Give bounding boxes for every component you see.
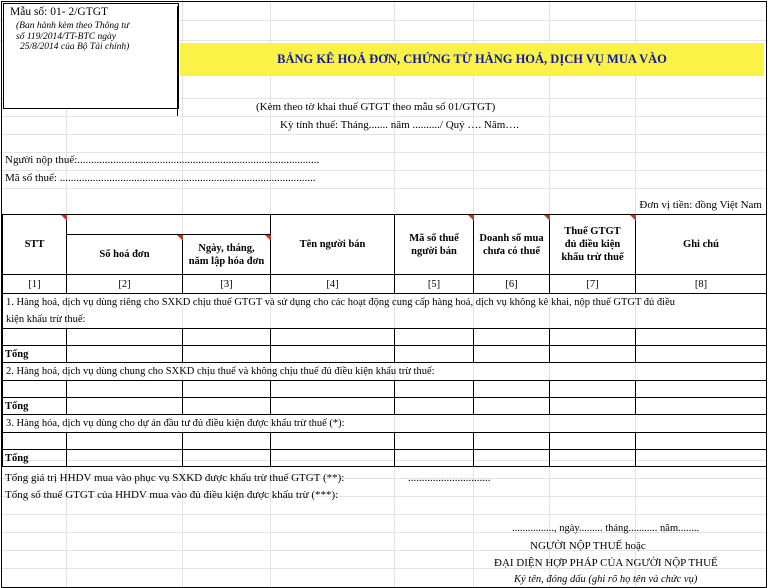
total-label: Tổng [3, 346, 67, 363]
signature-note: Ký tên, đóng dấu (ghi rõ họ tên và chức vụ) [514, 574, 698, 585]
col-number: [7] [550, 275, 636, 294]
total-row [3, 346, 767, 363]
comment-indicator-icon[interactable] [265, 235, 271, 241]
signature-title-representative: ĐẠI DIỆN HỢP PHÁP CỦA NGƯỜI NỘP THUẾ [494, 557, 718, 569]
form-legal-note: (Ban hành kèm theo Thông tư số 119/2014/TT-BTC ngày 25/8/2014 của Bộ Tài chính) [16, 21, 130, 52]
signature-date: ................, ngày......... tháng........... năm........ [512, 523, 700, 534]
header-vat: Thuế GTGT đủ điều kiện khấu trừ thuế [550, 215, 636, 275]
header-seller-name: Tên người bán [271, 215, 395, 275]
currency-unit: Đơn vị tiền: đồng Việt Nam [639, 199, 762, 211]
col-number: [3] [183, 275, 271, 294]
header-invoice-group [67, 215, 271, 235]
tax-period: Kỳ tính thuế: Tháng....... năm ........../ Quý …. Năm…. [280, 119, 520, 131]
header-notes: Ghi chú [636, 215, 767, 275]
table-row [3, 381, 767, 398]
signature-title: NGƯỜI NỘP THUẾ hoặc [530, 540, 646, 552]
comment-indicator-icon[interactable] [630, 215, 636, 221]
header-stt: STT [3, 215, 67, 275]
form-code-box [3, 3, 179, 109]
comment-indicator-icon[interactable] [61, 215, 67, 221]
comment-indicator-icon[interactable] [177, 235, 183, 241]
total-row [3, 450, 767, 467]
header-seller-tax-code: Mã số thuế người bán [395, 215, 474, 275]
header-invoice-date: Ngày, tháng, năm lập hóa đơn [183, 235, 271, 275]
summary-dots: .............................. [408, 472, 491, 484]
section-heading: 2. Hàng hoá, dịch vụ dùng chung cho SXKD chịu thuế và không chịu thuế đủ điều kiện khấu trừ thuế: [3, 363, 767, 381]
header-revenue: Doanh số mua chưa có thuế [474, 215, 550, 275]
invoice-table [2, 214, 767, 467]
total-row [3, 398, 767, 415]
header-invoice-number: Số hoá đơn [67, 235, 183, 275]
table-row [3, 329, 767, 346]
total-label: Tổng [3, 398, 67, 415]
summary-total-vat: Tổng số thuế GTGT của HHDV mua vào đủ điều kiện được khấu trừ (***): [5, 489, 339, 501]
form-code: Mẫu số: 01- 2/GTGT [10, 6, 109, 18]
comment-indicator-icon[interactable] [544, 215, 550, 221]
comment-indicator-icon[interactable] [468, 215, 474, 221]
col-number: [6] [474, 275, 550, 294]
col-number: [1] [3, 275, 67, 294]
col-number: [5] [395, 275, 474, 294]
col-number: [2] [67, 275, 183, 294]
col-number: [8] [636, 275, 767, 294]
page-title: BẢNG KÊ HOÁ ĐƠN, CHỨNG TỪ HÀNG HOÁ, DỊCH VỤ MUA VÀO [180, 43, 764, 76]
col-number: [4] [271, 275, 395, 294]
summary-total-value: Tổng giá trị HHDV mua vào phục vụ SXKD được khấu trừ thuế GTGT (**): [5, 472, 345, 484]
table-row [3, 433, 767, 450]
section-heading: 1. Hàng hoá, dịch vụ dùng riêng cho SXKD chịu thuế GTGT và sử dụng cho các hoạt động cung cấp hàng hoá, dịch vụ không kê khai, nộp thuế GTGT đủ điều kiện khấu trừ thuế: [3, 294, 767, 329]
subtitle-attachment: (Kèm theo tờ khai thuế GTGT theo mẫu số 01/GTGT) [256, 101, 496, 113]
tax-code-field: Mã số thuế: ............................................................................................. [5, 172, 316, 184]
section-heading: 3. Hàng hóa, dịch vụ dùng cho dự án đầu tư đủ điều kiện được khấu trừ thuế (*): [3, 415, 767, 433]
taxpayer-field: Người nộp thuế:........................................................................................ [5, 154, 320, 166]
total-label: Tổng [3, 450, 67, 467]
